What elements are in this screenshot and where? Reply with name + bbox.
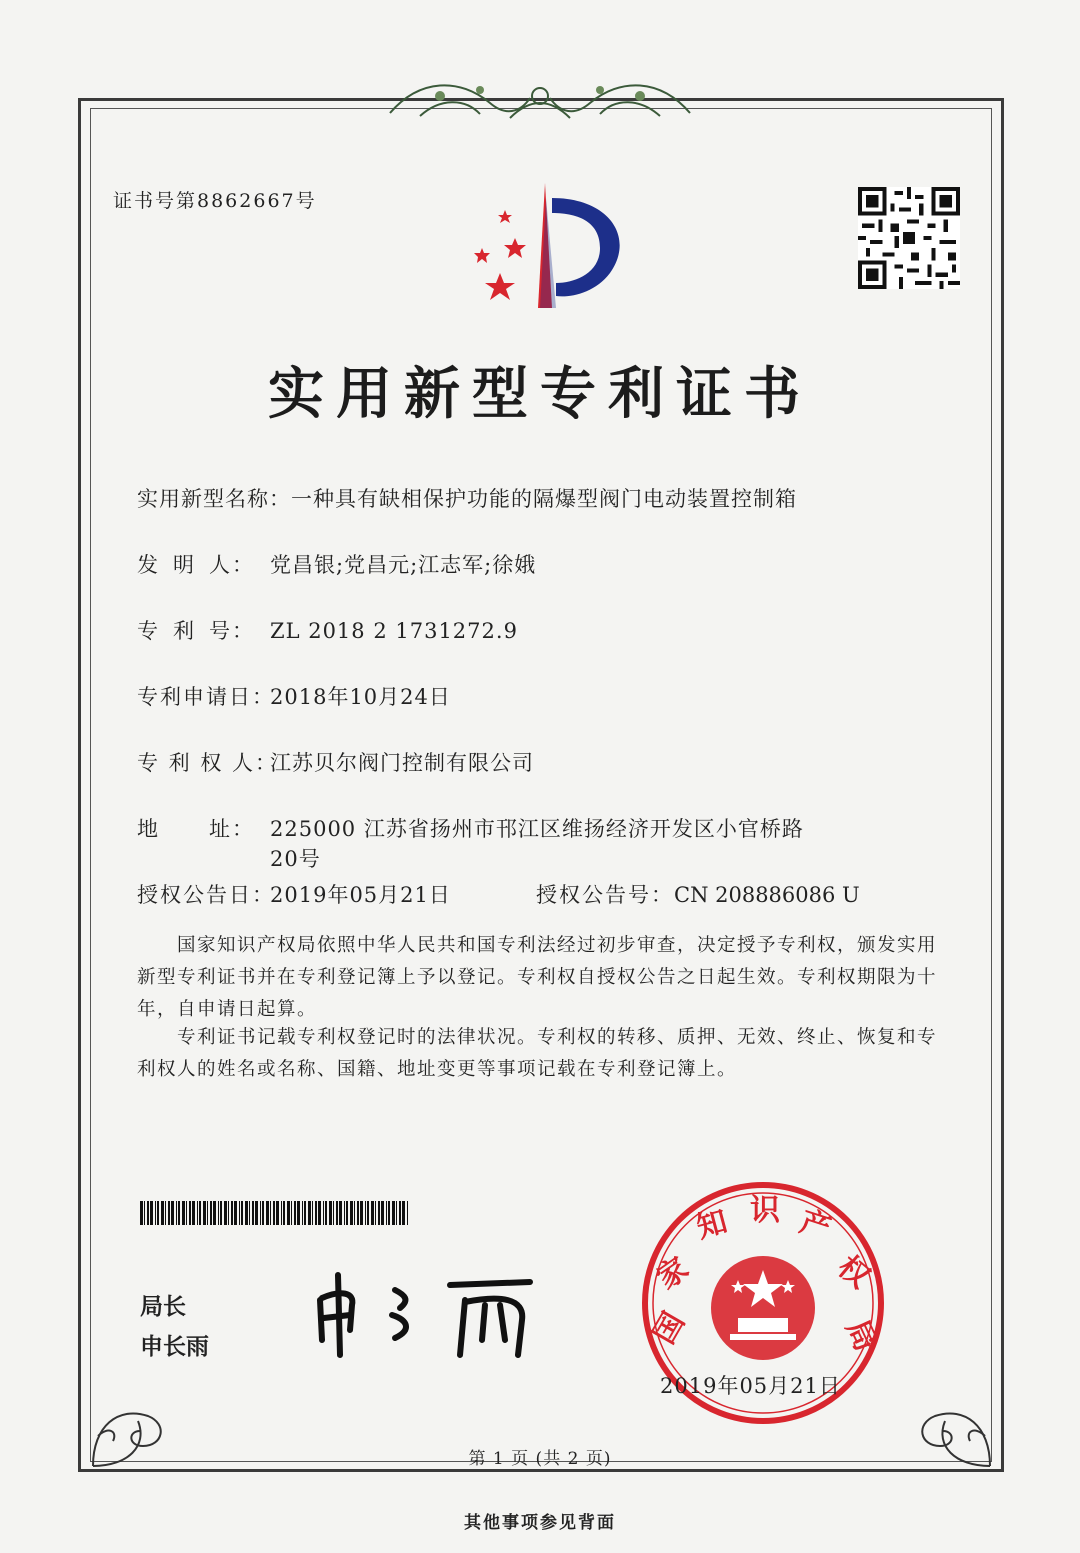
- svg-text:权: 权: [830, 1249, 877, 1296]
- svg-text:识: 识: [750, 1193, 780, 1228]
- field-value: 2019年05月21日: [270, 883, 451, 907]
- legal-paragraph: 专利证书记载专利权登记时的法律状况。专利权的转移、质押、无效、终止、恢复和专利权人的姓名或名称、国籍、地址变更等事项记载在专利登记簿上。: [137, 1027, 938, 1080]
- legal-paragraph: 国家知识产权局依照中华人民共和国专利法经过初步审查，决定授予专利权，颁发实用新型专利证书并在专利登记簿上予以登记。专利权自授权公告之日起生效。专利权期限为十年，自申请日起算。: [137, 935, 938, 1020]
- field-label: 授权公告日：: [137, 883, 275, 907]
- field-value: ZL 2018 2 1731272.9: [270, 619, 518, 643]
- field-value: 党昌银;党昌元;江志军;徐娥: [270, 553, 537, 577]
- qr-code-icon: [858, 187, 960, 289]
- field-grant-date: [137, 880, 451, 910]
- field-patentee: [137, 748, 534, 778]
- field-utility-model-name: [137, 484, 797, 514]
- svg-text:家: 家: [650, 1250, 696, 1297]
- director-signature: [300, 1260, 550, 1360]
- svg-text:国: 国: [646, 1306, 692, 1350]
- patent-office-logo-icon: [460, 178, 635, 313]
- field-label: 专 利 权 人：: [137, 751, 279, 775]
- director-title: 局长: [140, 1294, 186, 1320]
- certificate-number: 证书号第8862667号: [113, 190, 317, 212]
- field-patent-number: [137, 616, 518, 646]
- field-label: 实用新型名称：: [137, 487, 291, 511]
- field-label: 授权公告号：: [536, 883, 674, 907]
- field-grant-number: [536, 880, 860, 910]
- svg-text:产: 产: [795, 1204, 835, 1247]
- field-label: 专 利 号：: [137, 619, 255, 643]
- field-value: 225000 江苏省扬州市邗江区维扬经济开发区小官桥路20号: [270, 817, 804, 871]
- field-label: 专利申请日：: [137, 685, 275, 709]
- page-title: 实用新型专利证书: [268, 362, 812, 427]
- field-filing-date: [137, 682, 451, 712]
- footer-note: 其他事项参见背面: [464, 1513, 616, 1533]
- field-value: 2018年10月24日: [270, 685, 451, 709]
- seal-date: 2019年05月21日: [660, 1374, 841, 1398]
- top-ornament-icon: [380, 68, 700, 128]
- svg-text:知: 知: [693, 1204, 732, 1246]
- field-label: 发 明 人：: [137, 553, 255, 577]
- director-name: 申长雨: [140, 1334, 209, 1360]
- field-label: 地 址：: [137, 817, 255, 841]
- field-inventor: [137, 550, 536, 580]
- field-address: [137, 814, 810, 874]
- field-value: CN 208886086 U: [674, 883, 860, 907]
- barcode-icon: [140, 1201, 410, 1225]
- svg-text:局: 局: [838, 1314, 884, 1357]
- page-number: 第 1 页 (共 2 页): [468, 1449, 612, 1469]
- field-value: 一种具有缺相保护功能的隔爆型阀门电动装置控制箱: [291, 487, 797, 511]
- field-value: 江苏贝尔阀门控制有限公司: [270, 751, 534, 775]
